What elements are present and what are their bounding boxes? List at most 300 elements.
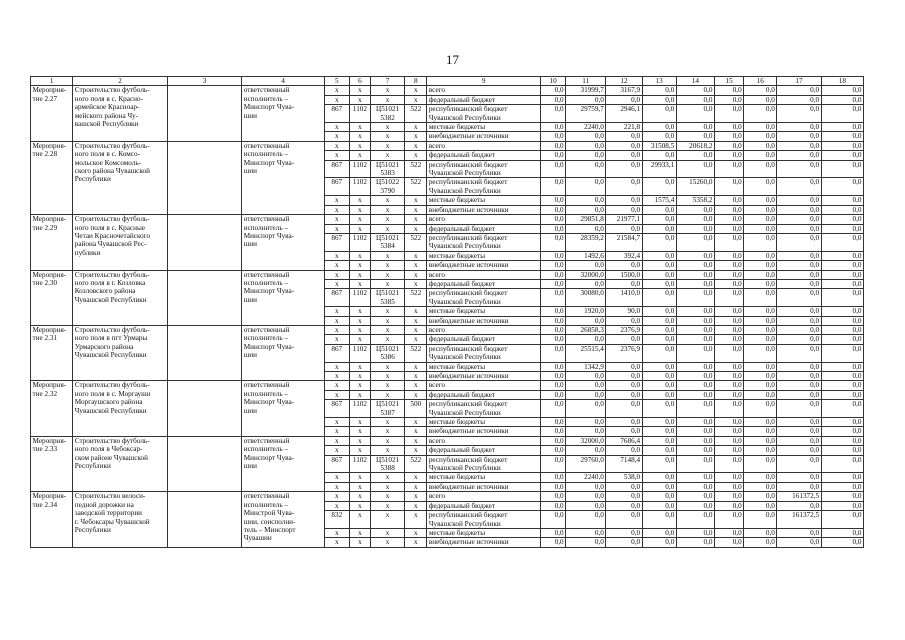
value-cell: 0,0 bbox=[777, 205, 821, 214]
value-cell: 0,0 bbox=[541, 270, 566, 279]
value-cell: 0,0 bbox=[541, 381, 566, 390]
value-cell: 0,0 bbox=[715, 279, 744, 288]
funding-source: всего bbox=[427, 381, 541, 390]
code-cell: x bbox=[371, 261, 405, 270]
value-cell: 0,0 bbox=[642, 511, 676, 529]
funding-source: всего bbox=[427, 436, 541, 445]
value-cell: 0,0 bbox=[744, 455, 777, 473]
value-cell: 0,0 bbox=[541, 528, 566, 537]
value-cell: 0,0 bbox=[541, 446, 566, 455]
code-cell: x bbox=[405, 151, 427, 160]
code-cell: x bbox=[324, 335, 349, 344]
value-cell: 0,0 bbox=[642, 446, 676, 455]
code-cell: x bbox=[371, 501, 405, 510]
value-cell: 221,8 bbox=[606, 123, 642, 132]
code-cell: x bbox=[324, 279, 349, 288]
value-cell: 0,0 bbox=[744, 279, 777, 288]
value-cell: 0,0 bbox=[676, 482, 714, 491]
value-cell: 0,0 bbox=[821, 436, 863, 445]
funding-source: внебюджетные источники bbox=[427, 482, 541, 491]
value-cell: 0,0 bbox=[642, 381, 676, 390]
code-cell: x bbox=[371, 381, 405, 390]
funding-source: республиканский бюджет Чувашской Республики bbox=[427, 400, 541, 418]
funding-source: республиканский бюджет Чувашской Республики bbox=[427, 178, 541, 196]
code-cell: x bbox=[371, 316, 405, 325]
value-cell: 0,0 bbox=[744, 362, 777, 371]
value-cell: 0,0 bbox=[821, 528, 863, 537]
value-cell: 0,0 bbox=[715, 270, 744, 279]
value-cell: 29760,0 bbox=[566, 455, 606, 473]
value-cell: 0,0 bbox=[606, 178, 642, 196]
value-cell: 0,0 bbox=[821, 289, 863, 307]
value-cell: 0,0 bbox=[777, 95, 821, 104]
code-cell: x bbox=[324, 473, 349, 482]
value-cell: 0,0 bbox=[541, 436, 566, 445]
value-cell: 0,0 bbox=[715, 205, 744, 214]
code-cell: x bbox=[324, 418, 349, 427]
value-cell: 0,0 bbox=[777, 123, 821, 132]
value-cell: 0,0 bbox=[676, 501, 714, 510]
value-cell: 0,0 bbox=[642, 95, 676, 104]
funding-source: федеральный бюджет bbox=[427, 151, 541, 160]
value-cell: 0,0 bbox=[566, 132, 606, 141]
value-cell: 0,0 bbox=[566, 501, 606, 510]
value-cell: 0,0 bbox=[541, 335, 566, 344]
value-cell: 0,0 bbox=[642, 455, 676, 473]
code-cell: x bbox=[371, 335, 405, 344]
value-cell: 0,0 bbox=[642, 261, 676, 270]
measure-executor: ответственный исполнитель – Минспорт Чува- шии bbox=[242, 436, 324, 491]
value-cell: 0,0 bbox=[715, 390, 744, 399]
code-cell: 522 bbox=[405, 289, 427, 307]
column-header: 12 bbox=[606, 77, 642, 86]
code-cell: 522 bbox=[405, 233, 427, 251]
value-cell: 0,0 bbox=[715, 123, 744, 132]
code-cell: x bbox=[371, 307, 405, 316]
code-cell: 1102 bbox=[349, 105, 370, 123]
code-cell: x bbox=[371, 390, 405, 399]
value-cell: 0,0 bbox=[821, 418, 863, 427]
table-row bbox=[31, 325, 864, 334]
code-cell: x bbox=[349, 473, 370, 482]
code-cell: x bbox=[349, 381, 370, 390]
value-cell: 0,0 bbox=[821, 372, 863, 381]
code-cell: x bbox=[371, 132, 405, 141]
value-cell: 0,0 bbox=[744, 335, 777, 344]
funding-source: местные бюджеты bbox=[427, 473, 541, 482]
code-cell: x bbox=[405, 427, 427, 436]
value-cell: 0,0 bbox=[676, 86, 714, 95]
code-cell: 867 bbox=[324, 400, 349, 418]
funding-source: внебюджетные источники bbox=[427, 427, 541, 436]
value-cell: 0,0 bbox=[606, 482, 642, 491]
value-cell: 0,0 bbox=[744, 446, 777, 455]
value-cell: 0,0 bbox=[566, 141, 606, 150]
value-cell: 0,0 bbox=[676, 105, 714, 123]
header-row bbox=[31, 77, 864, 86]
value-cell: 0,0 bbox=[777, 279, 821, 288]
value-cell: 0,0 bbox=[541, 141, 566, 150]
code-cell: 1102 bbox=[349, 289, 370, 307]
value-cell: 0,0 bbox=[744, 381, 777, 390]
value-cell: 0,0 bbox=[541, 492, 566, 501]
value-cell: 0,0 bbox=[777, 141, 821, 150]
code-cell: x bbox=[405, 141, 427, 150]
code-cell: x bbox=[349, 251, 370, 260]
value-cell: 0,0 bbox=[676, 362, 714, 371]
value-cell: 0,0 bbox=[821, 325, 863, 334]
value-cell: 0,0 bbox=[715, 427, 744, 436]
value-cell: 0,0 bbox=[541, 362, 566, 371]
value-cell: 0,0 bbox=[606, 205, 642, 214]
measure-executor: ответственный исполнитель – Минспорт Чува- шии bbox=[242, 270, 324, 325]
value-cell: 0,0 bbox=[777, 261, 821, 270]
value-cell: 0,0 bbox=[777, 335, 821, 344]
value-cell: 0,0 bbox=[821, 86, 863, 95]
value-cell: 0,0 bbox=[821, 307, 863, 316]
value-cell: 0,0 bbox=[606, 528, 642, 537]
value-cell: 0,0 bbox=[744, 473, 777, 482]
code-cell: x bbox=[349, 511, 370, 529]
value-cell: 0,0 bbox=[676, 151, 714, 160]
code-cell: x bbox=[349, 482, 370, 491]
code-cell: x bbox=[324, 95, 349, 104]
code-cell: 500 bbox=[405, 400, 427, 418]
value-cell: 0,0 bbox=[606, 372, 642, 381]
code-cell: x bbox=[405, 528, 427, 537]
value-cell: 0,0 bbox=[566, 279, 606, 288]
table-row bbox=[31, 492, 864, 501]
value-cell: 0,0 bbox=[715, 289, 744, 307]
code-cell: x bbox=[349, 224, 370, 233]
code-cell: 1102 bbox=[349, 160, 370, 178]
value-cell: 1575,4 bbox=[642, 196, 676, 205]
value-cell: 392,4 bbox=[606, 251, 642, 260]
code-cell: x bbox=[405, 132, 427, 141]
value-cell: 0,0 bbox=[566, 205, 606, 214]
value-cell: 0,0 bbox=[676, 390, 714, 399]
code-cell: 1102 bbox=[349, 178, 370, 196]
value-cell: 0,0 bbox=[821, 482, 863, 491]
value-cell: 0,0 bbox=[715, 95, 744, 104]
code-cell: x bbox=[349, 95, 370, 104]
value-cell: 90,0 bbox=[606, 307, 642, 316]
column-header: 16 bbox=[744, 77, 777, 86]
value-cell: 0,0 bbox=[715, 362, 744, 371]
value-cell: 0,0 bbox=[821, 455, 863, 473]
value-cell: 0,0 bbox=[821, 270, 863, 279]
code-cell: x bbox=[324, 325, 349, 334]
code-cell: x bbox=[371, 279, 405, 288]
measure-description: Строительство футболь- ного поля в Чебоксар- ском районе Чувашской Республики bbox=[73, 436, 168, 491]
code-cell: x bbox=[324, 215, 349, 224]
code-cell: 1102 bbox=[349, 344, 370, 362]
code-cell: x bbox=[405, 307, 427, 316]
value-cell: 1500,0 bbox=[606, 270, 642, 279]
value-cell: 0,0 bbox=[606, 492, 642, 501]
value-cell: 0,0 bbox=[566, 427, 606, 436]
value-cell: 0,0 bbox=[676, 455, 714, 473]
funding-source: местные бюджеты bbox=[427, 123, 541, 132]
code-cell: x bbox=[349, 418, 370, 427]
code-cell: x bbox=[324, 316, 349, 325]
value-cell: 0,0 bbox=[744, 86, 777, 95]
code-cell: x bbox=[324, 261, 349, 270]
value-cell: 0,0 bbox=[715, 538, 744, 547]
value-cell: 0,0 bbox=[541, 511, 566, 529]
value-cell: 0,0 bbox=[715, 325, 744, 334]
funding-source: республиканский бюджет Чувашской Республики bbox=[427, 511, 541, 529]
measure-description: Строительство футболь- ного поля в с. Моргаушн Моргаушского района Чувашской Республики bbox=[73, 381, 168, 436]
value-cell: 0,0 bbox=[676, 95, 714, 104]
value-cell: 0,0 bbox=[566, 372, 606, 381]
value-cell: 0,0 bbox=[676, 316, 714, 325]
code-cell: x bbox=[371, 446, 405, 455]
code-cell: x bbox=[371, 492, 405, 501]
value-cell: 0,0 bbox=[642, 123, 676, 132]
value-cell: 0,0 bbox=[744, 233, 777, 251]
value-cell: 0,0 bbox=[676, 436, 714, 445]
value-cell: 3167,9 bbox=[606, 86, 642, 95]
code-cell: x bbox=[349, 427, 370, 436]
funding-source: республиканский бюджет Чувашской Республики bbox=[427, 344, 541, 362]
value-cell: 0,0 bbox=[642, 372, 676, 381]
funding-source: местные бюджеты bbox=[427, 418, 541, 427]
value-cell: 0,0 bbox=[642, 279, 676, 288]
value-cell: 0,0 bbox=[541, 86, 566, 95]
code-cell: x bbox=[324, 123, 349, 132]
value-cell: 0,0 bbox=[642, 233, 676, 251]
value-cell: 0,0 bbox=[821, 492, 863, 501]
value-cell: 0,0 bbox=[541, 151, 566, 160]
code-cell: x bbox=[405, 316, 427, 325]
value-cell: 0,0 bbox=[715, 492, 744, 501]
value-cell: 0,0 bbox=[821, 251, 863, 260]
code-cell: x bbox=[371, 372, 405, 381]
table-row bbox=[31, 215, 864, 224]
code-cell: x bbox=[324, 501, 349, 510]
value-cell: 0,0 bbox=[744, 95, 777, 104]
value-cell: 21584,7 bbox=[606, 233, 642, 251]
value-cell: 0,0 bbox=[777, 427, 821, 436]
code-cell: Ц51021 5385 bbox=[371, 289, 405, 307]
value-cell: 0,0 bbox=[744, 196, 777, 205]
code-cell: x bbox=[349, 141, 370, 150]
value-cell: 0,0 bbox=[744, 344, 777, 362]
value-cell: 0,0 bbox=[744, 141, 777, 150]
value-cell: 0,0 bbox=[744, 307, 777, 316]
value-cell: 32000,0 bbox=[566, 270, 606, 279]
table-body bbox=[31, 77, 864, 548]
code-cell: x bbox=[405, 325, 427, 334]
column-header: 15 bbox=[715, 77, 744, 86]
code-cell: x bbox=[405, 251, 427, 260]
column-header: 10 bbox=[541, 77, 566, 86]
value-cell: 0,0 bbox=[821, 123, 863, 132]
code-cell: Ц51022 3790 bbox=[371, 178, 405, 196]
page-number: 17 bbox=[446, 52, 459, 67]
code-cell: x bbox=[349, 436, 370, 445]
code-cell: x bbox=[324, 381, 349, 390]
empty-cell bbox=[167, 325, 241, 380]
code-cell: 867 bbox=[324, 233, 349, 251]
code-cell: x bbox=[371, 251, 405, 260]
value-cell: 0,0 bbox=[715, 151, 744, 160]
code-cell: x bbox=[324, 270, 349, 279]
column-header: 1 bbox=[31, 77, 73, 86]
value-cell: 0,0 bbox=[715, 196, 744, 205]
funding-source: местные бюджеты bbox=[427, 528, 541, 537]
code-cell: x bbox=[371, 270, 405, 279]
value-cell: 0,0 bbox=[777, 132, 821, 141]
code-cell: 1102 bbox=[349, 233, 370, 251]
value-cell: 0,0 bbox=[821, 473, 863, 482]
value-cell: 0,0 bbox=[821, 538, 863, 547]
code-cell: x bbox=[349, 270, 370, 279]
column-header: 4 bbox=[242, 77, 324, 86]
value-cell: 0,0 bbox=[715, 178, 744, 196]
code-cell: x bbox=[324, 251, 349, 260]
measure-executor: ответственный исполнитель – Минспорт Чува- шии bbox=[242, 325, 324, 380]
value-cell: 0,0 bbox=[676, 511, 714, 529]
value-cell: 0,0 bbox=[744, 492, 777, 501]
value-cell: 0,0 bbox=[606, 418, 642, 427]
value-cell: 0,0 bbox=[541, 344, 566, 362]
code-cell: x bbox=[349, 215, 370, 224]
empty-cell bbox=[167, 215, 241, 270]
value-cell: 0,0 bbox=[642, 492, 676, 501]
code-cell: x bbox=[371, 538, 405, 547]
value-cell: 0,0 bbox=[715, 251, 744, 260]
value-cell: 0,0 bbox=[566, 482, 606, 491]
column-header: 7 bbox=[371, 77, 405, 86]
value-cell: 0,0 bbox=[744, 316, 777, 325]
value-cell: 0,0 bbox=[541, 427, 566, 436]
code-cell: Ц51021 5382 bbox=[371, 105, 405, 123]
code-cell: x bbox=[371, 436, 405, 445]
code-cell: x bbox=[405, 492, 427, 501]
value-cell: 0,0 bbox=[744, 400, 777, 418]
value-cell: 0,0 bbox=[777, 390, 821, 399]
column-header: 13 bbox=[642, 77, 676, 86]
value-cell: 0,0 bbox=[715, 381, 744, 390]
code-cell: x bbox=[324, 427, 349, 436]
value-cell: 0,0 bbox=[676, 335, 714, 344]
value-cell: 0,0 bbox=[541, 196, 566, 205]
empty-cell bbox=[167, 141, 241, 214]
value-cell: 0,0 bbox=[566, 316, 606, 325]
value-cell: 0,0 bbox=[715, 344, 744, 362]
value-cell: 0,0 bbox=[777, 381, 821, 390]
budget-table bbox=[30, 76, 864, 548]
funding-source: федеральный бюджет bbox=[427, 224, 541, 233]
funding-source: местные бюджеты bbox=[427, 362, 541, 371]
value-cell: 0,0 bbox=[821, 224, 863, 233]
value-cell: 0,0 bbox=[642, 418, 676, 427]
value-cell: 0,0 bbox=[676, 224, 714, 233]
value-cell: 2376,9 bbox=[606, 344, 642, 362]
value-cell: 0,0 bbox=[821, 390, 863, 399]
code-cell: x bbox=[349, 132, 370, 141]
value-cell: 0,0 bbox=[676, 215, 714, 224]
code-cell: 832 bbox=[324, 511, 349, 529]
measure-executor: ответственный исполнитель – Минспорт Чува- шии bbox=[242, 215, 324, 270]
code-cell: Ц51021 5388 bbox=[371, 455, 405, 473]
code-cell: x bbox=[371, 427, 405, 436]
value-cell: 0,0 bbox=[777, 362, 821, 371]
code-cell: x bbox=[349, 261, 370, 270]
measure-id: Меропрня- тие 2.31 bbox=[31, 325, 73, 380]
value-cell: 0,0 bbox=[777, 482, 821, 491]
value-cell: 0,0 bbox=[777, 436, 821, 445]
value-cell: 1410,0 bbox=[606, 289, 642, 307]
value-cell: 0,0 bbox=[566, 492, 606, 501]
value-cell: 0,0 bbox=[541, 418, 566, 427]
code-cell: x bbox=[349, 362, 370, 371]
code-cell: x bbox=[349, 446, 370, 455]
value-cell: 0,0 bbox=[777, 538, 821, 547]
column-header: 3 bbox=[167, 77, 241, 86]
value-cell: 0,0 bbox=[676, 307, 714, 316]
value-cell: 0,0 bbox=[777, 151, 821, 160]
funding-source: всего bbox=[427, 141, 541, 150]
value-cell: 0,0 bbox=[715, 473, 744, 482]
value-cell: 0,0 bbox=[744, 261, 777, 270]
value-cell: 0,0 bbox=[642, 436, 676, 445]
code-cell: x bbox=[371, 151, 405, 160]
code-cell: x bbox=[349, 501, 370, 510]
code-cell: x bbox=[349, 279, 370, 288]
value-cell: 0,0 bbox=[566, 160, 606, 178]
code-cell: x bbox=[371, 362, 405, 371]
value-cell: 1920,0 bbox=[566, 307, 606, 316]
code-cell: x bbox=[349, 538, 370, 547]
value-cell: 2946,1 bbox=[606, 105, 642, 123]
value-cell: 0,0 bbox=[715, 233, 744, 251]
value-cell: 0,0 bbox=[642, 344, 676, 362]
code-cell: x bbox=[324, 446, 349, 455]
table-row bbox=[31, 436, 864, 445]
value-cell: 0,0 bbox=[676, 251, 714, 260]
code-cell: x bbox=[405, 335, 427, 344]
code-cell: 867 bbox=[324, 289, 349, 307]
value-cell: 0,0 bbox=[715, 307, 744, 316]
value-cell: 0,0 bbox=[777, 418, 821, 427]
value-cell: 0,0 bbox=[606, 390, 642, 399]
value-cell: 0,0 bbox=[821, 511, 863, 529]
value-cell: 0,0 bbox=[744, 105, 777, 123]
code-cell: x bbox=[324, 492, 349, 501]
value-cell: 0,0 bbox=[744, 528, 777, 537]
column-header: 6 bbox=[349, 77, 370, 86]
value-cell: 0,0 bbox=[642, 538, 676, 547]
value-cell: 0,0 bbox=[676, 261, 714, 270]
value-cell: 0,0 bbox=[676, 233, 714, 251]
value-cell: 0,0 bbox=[541, 160, 566, 178]
empty-cell bbox=[167, 381, 241, 436]
funding-source: внебюджетные источники bbox=[427, 205, 541, 214]
code-cell: x bbox=[324, 390, 349, 399]
code-cell: x bbox=[324, 224, 349, 233]
value-cell: 0,0 bbox=[566, 335, 606, 344]
measure-id: Меропрня- тие 2.28 bbox=[31, 141, 73, 214]
value-cell: 0,0 bbox=[777, 344, 821, 362]
code-cell: x bbox=[405, 418, 427, 427]
measure-description: Строительство футболь- ного поля в с. Комсо- мольское Комсомоль- ского района Чувашской Республики bbox=[73, 141, 168, 214]
funding-source: местные бюджеты bbox=[427, 307, 541, 316]
value-cell: 0,0 bbox=[541, 251, 566, 260]
code-cell: x bbox=[371, 511, 405, 529]
